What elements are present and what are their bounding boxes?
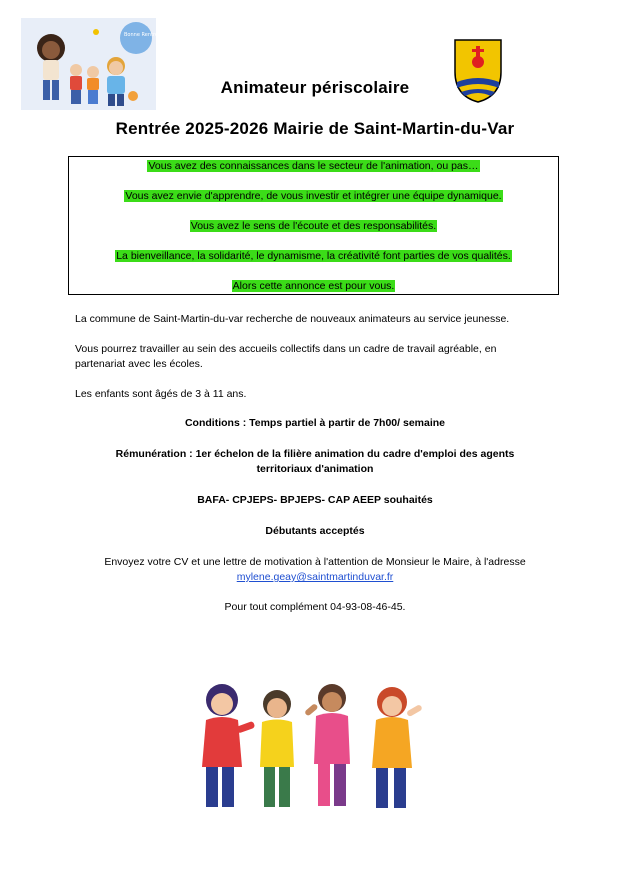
email-line bbox=[60, 570, 570, 585]
intro-paragraph: La commune de Saint-Martin-du-var recherche de nouveaux animateurs au service jeunesse. bbox=[75, 313, 510, 325]
highlight-line: Vous avez le sens de l'écoute et des responsabilités. bbox=[190, 220, 437, 232]
diplomas-text: BAFA- CPJEPS- BPJEPS- CAP AEEP souhaités bbox=[197, 494, 433, 506]
email-link[interactable]: mylene.geay@saintmartinduvar.fr bbox=[236, 571, 394, 583]
highlight-line: La bienveillance, la solidarité, le dynamisme, la créativité font parties de vos qualités. bbox=[116, 250, 511, 262]
remuneration-line2: territoriaux d'animation bbox=[256, 463, 374, 475]
people-illustration bbox=[192, 672, 432, 822]
conditions-text: Conditions : Temps partiel à partir de 7h00/ semaine bbox=[184, 417, 446, 429]
highlight-line: Vous avez des connaissances dans le secteur de l'animation, ou pas… bbox=[148, 160, 479, 172]
page-subtitle: Rentrée 2025-2026 Mairie de Saint-Martin-du-Var bbox=[115, 119, 515, 138]
work-paragraph-line1: Vous pourrez travailler au sein des accueils collectifs dans un cadre de travail agréable, en bbox=[75, 343, 497, 355]
highlight-line: Alors cette annonce est pour vous. bbox=[232, 280, 395, 292]
town-crest-image bbox=[453, 38, 503, 104]
phone-text: Pour tout complément 04-93-08-46-45. bbox=[224, 601, 406, 613]
highlight-line: Vous avez envie d'apprendre, de vous investir et intégrer une équipe dynamique. bbox=[125, 190, 502, 202]
kids-logo-image bbox=[21, 18, 162, 110]
work-paragraph-line2: partenariat avec les écoles. bbox=[75, 358, 203, 370]
beginners-text: Débutants acceptés bbox=[265, 525, 365, 537]
logo-caption: Bonne Rentrée bbox=[124, 32, 162, 38]
send-cv-text: Envoyez votre CV et une lettre de motivation à l'attention de Monsieur le Maire, à l'adresse bbox=[104, 556, 526, 568]
highlight-box bbox=[68, 156, 559, 295]
ages-paragraph: Les enfants sont âgés de 3 à 11 ans. bbox=[75, 388, 247, 400]
page-title: Animateur périscolaire bbox=[220, 78, 410, 97]
remuneration-line1: Rémunération : 1er échelon de la filière animation du cadre d'emploi des agents bbox=[115, 448, 515, 460]
